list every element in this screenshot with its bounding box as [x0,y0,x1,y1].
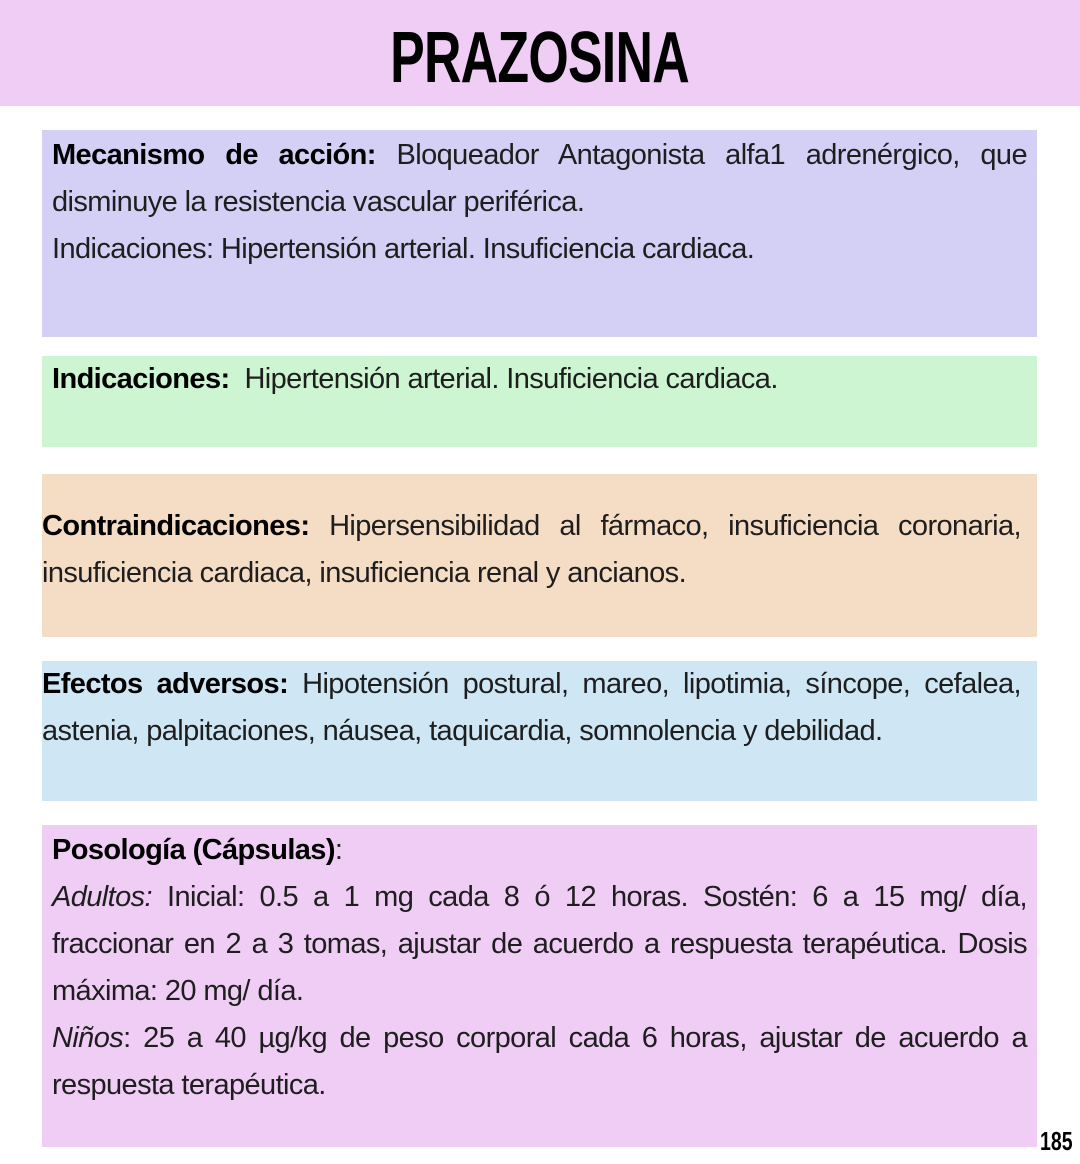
adultos-text: Inicial: 0.5 a 1 mg cada 8 ó 12 horas. Sostén: 6 a 15 mg/ día, fraccionar en 2 a 3 tomas, ajustar de acuerdo a respuesta terapéutica. Dosis máxima: 20 mg/ día. [52,881,1027,1007]
section-contraindicaciones [42,474,1037,637]
section-posologia [42,825,1037,1147]
efectos-text: Hipotensión postural, mareo, lipotimia, síncope, cefalea, astenia, palpitaciones, náusea, taquicardia, somnolencia y debilidad. [42,668,1021,747]
efectos-paragraph [42,661,1021,755]
section-indicaciones [42,356,1037,447]
indicaciones-paragraph [52,356,1027,403]
ninos-label: Niños [52,1022,124,1054]
mecanismo-paragraph [52,132,1027,226]
contraindicaciones-text: Hipersensibilidad al fármaco, insuficiencia coronaria, insuficiencia cardiaca, insuficiencia renal y ancianos. [42,510,1021,589]
page-number: 185 [1040,1126,1073,1156]
posologia-ninos [52,1015,1027,1109]
section-mecanismo [42,130,1037,337]
section-efectos-adversos [42,661,1037,801]
posologia-adultos [52,874,1027,1015]
mecanismo-text: Bloqueador Antagonista alfa1 adrenérgico, que disminuye la resistencia vascular periférica. [52,139,1027,218]
adultos-label: Adultos: [52,881,152,913]
posologia-label: Posología (Cápsulas) [52,834,335,866]
contraindicaciones-label: Contraindicaciones: [42,510,310,542]
efectos-label: Efectos adversos: [42,668,289,700]
posologia-heading [52,827,1027,874]
page-title: PRAZOSINA [390,18,690,98]
contraindicaciones-paragraph [42,503,1021,597]
posologia-colon: : [334,834,343,866]
page-header [0,0,1080,106]
ninos-text: : 25 a 40 µg/kg de peso corporal cada 6 horas, ajustar de acuerdo a respuesta terapéutica. [52,1022,1027,1101]
mecanismo-extra: Indicaciones: Hipertensión arterial. Insuficiencia cardiaca. [52,233,755,265]
indicaciones-label: Indicaciones: [52,363,230,395]
indicaciones-text: Hipertensión arterial. Insuficiencia cardiaca. [229,363,778,395]
mecanismo-label: Mecanismo de acción: [52,139,376,171]
